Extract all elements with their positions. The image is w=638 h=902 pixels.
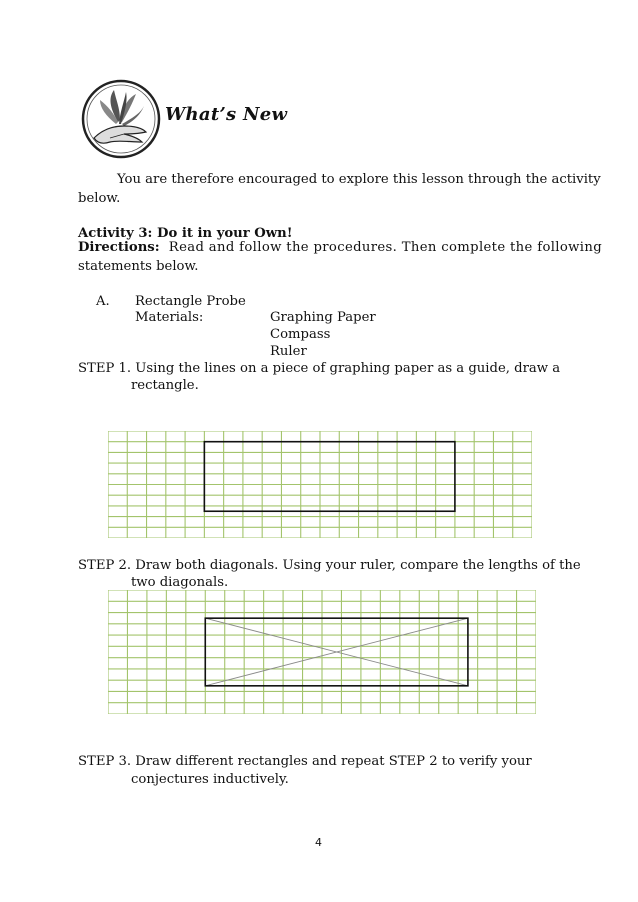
step-3-line-1: STEP 3. Draw different rectangles and repeat STEP 2 to verify your bbox=[78, 754, 532, 769]
hand-plant-logo bbox=[80, 78, 162, 160]
material-item: Compass bbox=[270, 327, 331, 342]
step-1-line-2: rectangle. bbox=[131, 378, 199, 393]
graph-paper-grid-2 bbox=[108, 590, 536, 714]
intro-line-2: below. bbox=[78, 191, 121, 206]
step-2-line-1: STEP 2. Draw both diagonals. Using your ruler, compare the lengths of the bbox=[78, 558, 581, 573]
directions-text: Read and follow the procedures. Then complete the following bbox=[168, 240, 602, 255]
section-title: What’s New bbox=[165, 104, 288, 125]
material-item: Graphing Paper bbox=[270, 310, 376, 325]
directions-label: Directions: bbox=[78, 240, 160, 255]
step-3-line-2: conjectures inductively. bbox=[131, 772, 289, 787]
step-2-line-2: two diagonals. bbox=[131, 575, 229, 590]
activity-title: Activity 3: Do it in your Own! bbox=[78, 226, 293, 241]
materials-label: Materials: bbox=[135, 310, 204, 325]
directions-line-1 bbox=[78, 238, 602, 258]
section-a-letter: A. bbox=[96, 294, 110, 309]
directions-line-2: statements below. bbox=[78, 259, 199, 274]
section-a-title: Rectangle Probe bbox=[135, 294, 246, 309]
graph-paper-grid-1 bbox=[108, 431, 532, 538]
intro-line-1: You are therefore encouraged to explore this lesson through the activity bbox=[117, 172, 601, 187]
step-1-line-1: STEP 1. Using the lines on a piece of graphing paper as a guide, draw a bbox=[78, 361, 561, 376]
page-number: 4 bbox=[315, 836, 322, 849]
material-item: Ruler bbox=[270, 344, 307, 359]
